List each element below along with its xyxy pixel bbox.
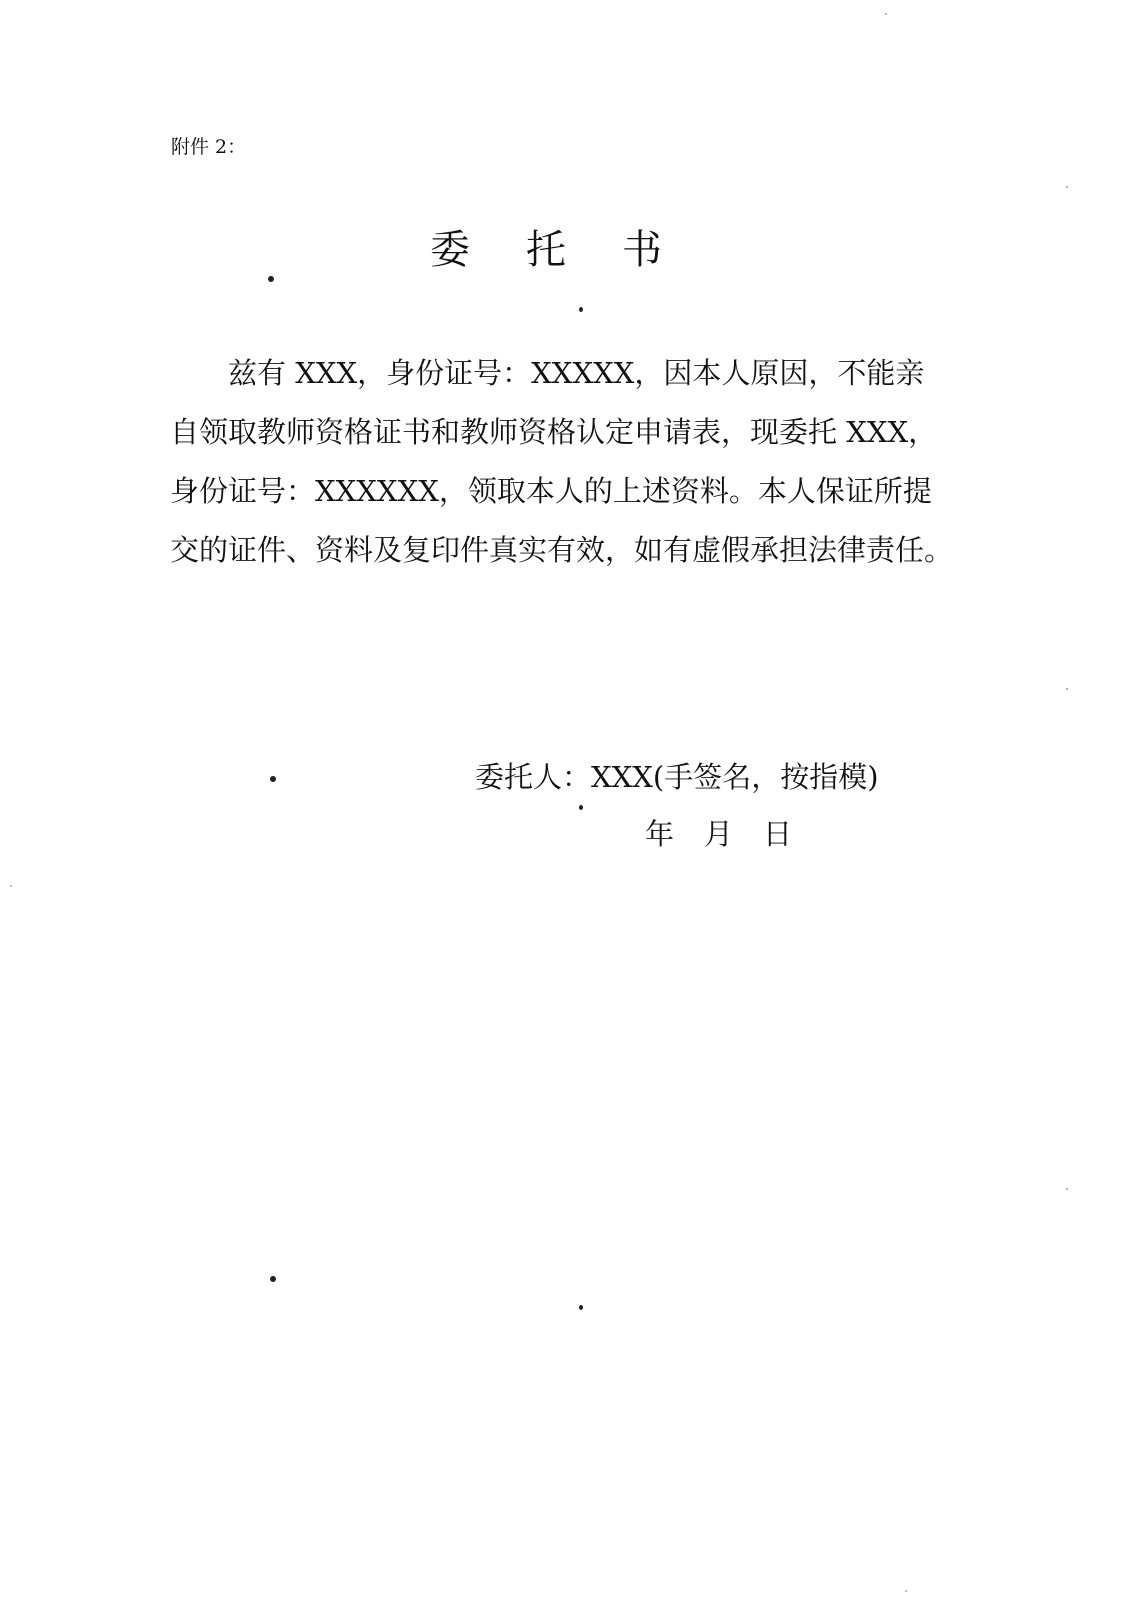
body-line-2: 自领取教师资格证书和教师资格认定申请表，现委托 XXX，	[170, 415, 938, 449]
scan-speck	[1066, 186, 1068, 188]
body-line-3: 身份证号：XXXXXX，领取本人的上述资料。本人保证所提	[170, 474, 932, 508]
body-paragraph	[170, 344, 960, 580]
scan-speck	[270, 776, 276, 782]
scan-speck	[579, 805, 583, 810]
date-year: 年	[645, 817, 675, 851]
body-line-1: 兹有 XXX，身份证号：XXXXX，因本人原因，不能亲	[228, 356, 925, 390]
scan-speck	[885, 13, 887, 15]
body-line-4: 交的证件、资料及复印件真实有效，如有虚假承担法律责任。	[170, 533, 954, 567]
signature-line: 委托人：XXX(手签名，按指模)	[475, 760, 879, 794]
scan-speck	[905, 1590, 907, 1592]
attachment-label: 附件 2：	[171, 136, 247, 158]
document-title: 委托书	[430, 227, 718, 273]
date-month: 月	[704, 817, 734, 851]
scan-speck	[270, 1276, 276, 1282]
scan-speck	[1066, 1188, 1068, 1190]
date-line	[645, 814, 792, 854]
scan-speck	[579, 1305, 583, 1310]
scan-speck	[10, 885, 12, 887]
scan-speck	[268, 276, 274, 282]
date-day: 日	[763, 817, 793, 851]
scan-speck	[579, 307, 583, 312]
scan-speck	[1066, 688, 1068, 690]
